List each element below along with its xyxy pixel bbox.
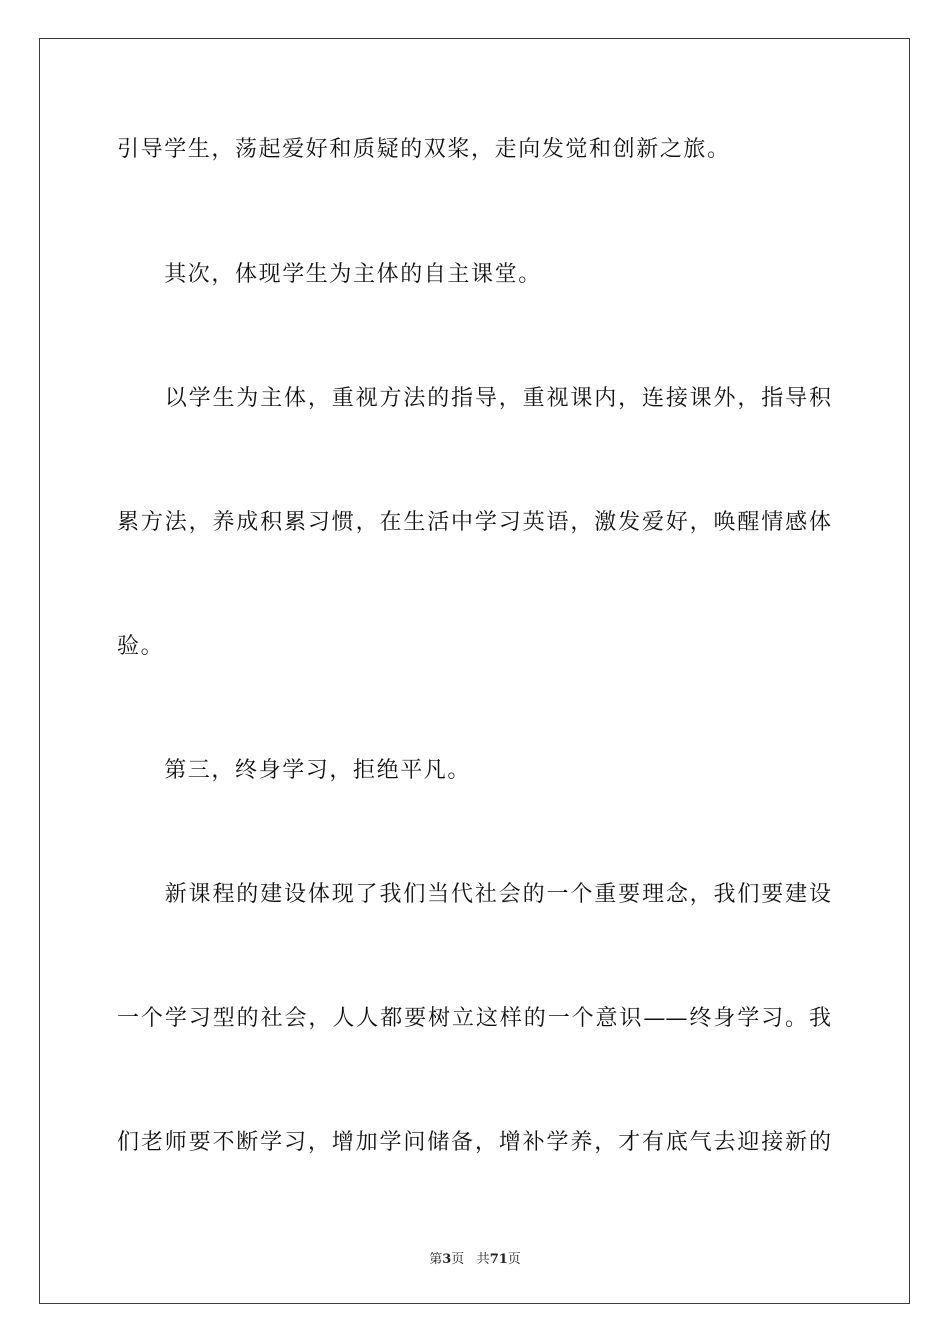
text-line-5: 验。 xyxy=(117,634,165,659)
text-line-3: 以学生为主体，重视方法的指导，重视课内，连接课外，指导积 xyxy=(117,386,831,411)
total-prefix: 共 xyxy=(476,1252,490,1267)
total-pages: 71 xyxy=(489,1252,508,1267)
text-line-2: 其次，体现学生为主体的自主课堂。 xyxy=(117,262,542,287)
page-prefix: 第 xyxy=(429,1252,443,1267)
page-suffix: 页 xyxy=(451,1252,465,1267)
text-line-7: 新课程的建设体现了我们当代社会的一个重要理念，我们要建设 xyxy=(117,882,831,907)
page-footer xyxy=(0,1248,950,1267)
text-line-6: 第三，终身学习，拒绝平凡。 xyxy=(117,758,472,783)
total-suffix: 页 xyxy=(507,1252,521,1267)
page-number: 3 xyxy=(442,1252,452,1267)
text-line-9: 们老师要不断学习，增加学问储备，增补学养，才有底气去迎接新的 xyxy=(117,1130,831,1155)
text-line-4: 累方法，养成积累习惯，在生活中学习英语，激发爱好，唤醒情感体 xyxy=(117,510,831,535)
text-line-8: 一个学习型的社会，人人都要树立这样的一个意识——终身学习。我 xyxy=(117,1006,831,1031)
page-border xyxy=(39,38,910,1304)
text-line-1: 引导学生，荡起爱好和质疑的双桨，走向发觉和创新之旅。 xyxy=(117,137,731,162)
